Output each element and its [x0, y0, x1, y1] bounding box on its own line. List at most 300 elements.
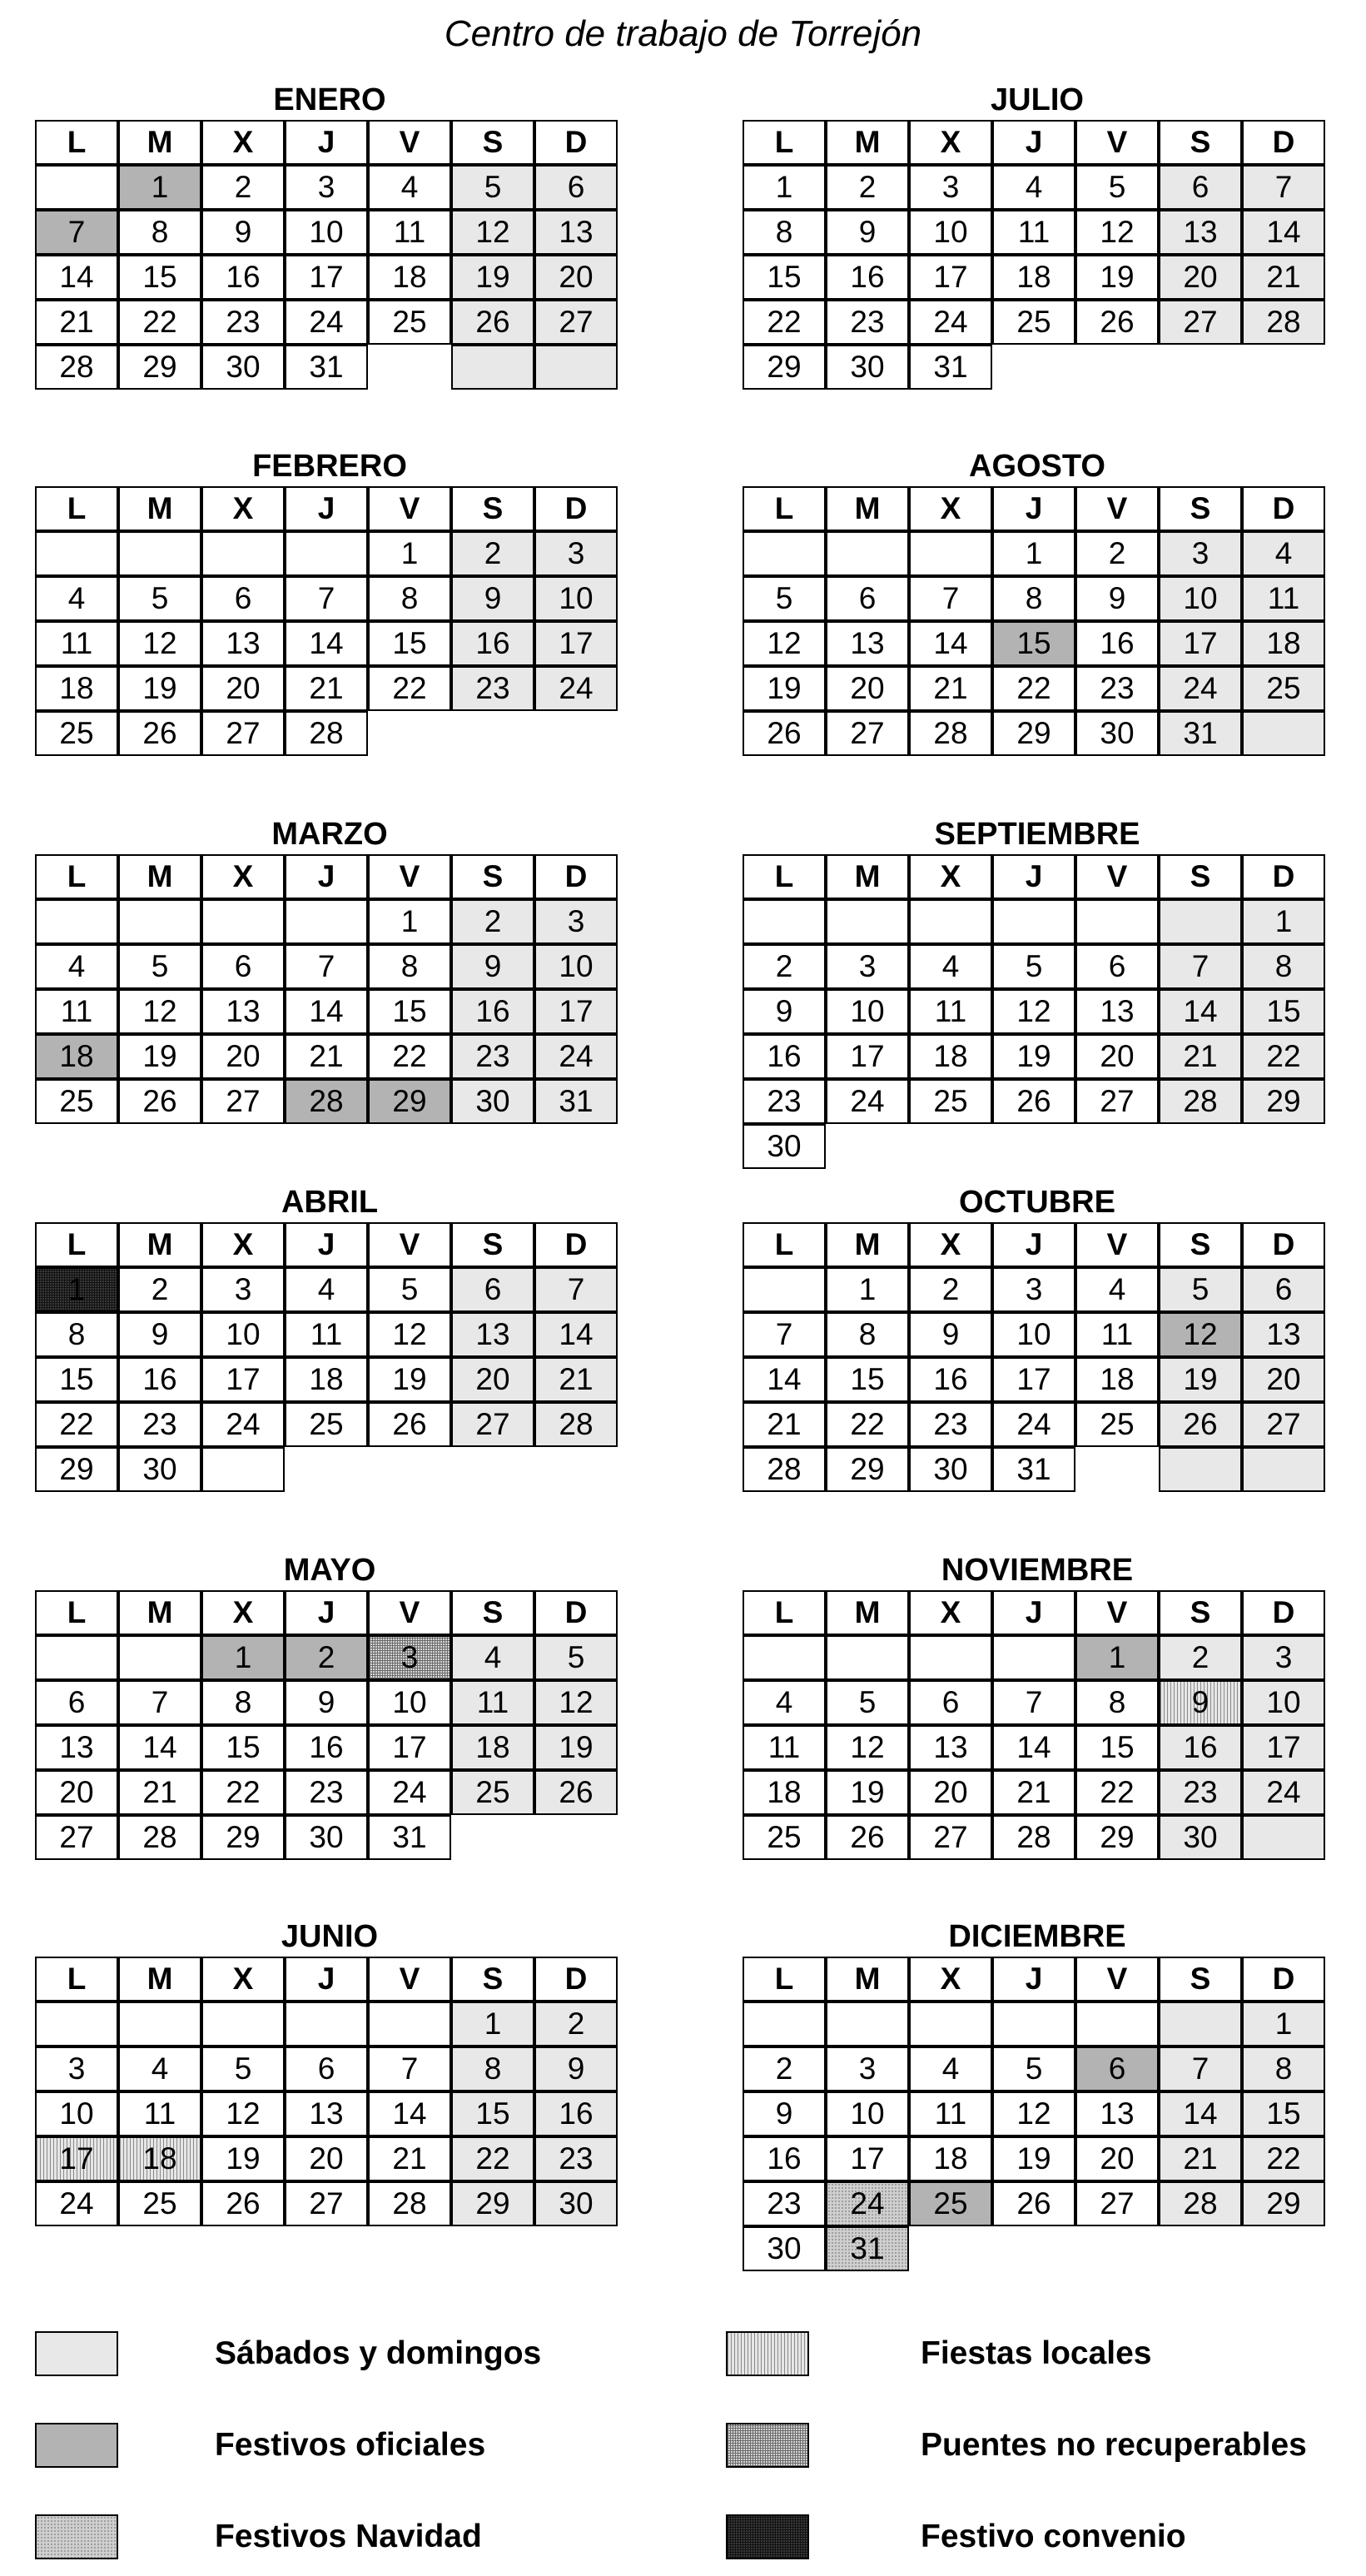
empty-cell: [992, 2002, 1075, 2046]
day-cell: 1: [35, 1267, 118, 1312]
day-cell: 24: [534, 1034, 618, 1079]
day-cell: 3: [1159, 531, 1242, 576]
day-cell: 14: [1159, 989, 1242, 1034]
day-cell: 21: [285, 1034, 368, 1079]
day-cell: 3: [909, 165, 992, 210]
day-cell: 21: [909, 666, 992, 711]
empty-cell: [201, 2002, 285, 2046]
day-cell: 23: [743, 1079, 826, 1124]
day-cell: 3: [534, 531, 618, 576]
day-cell: 17: [909, 255, 992, 300]
month-grid: [743, 854, 1332, 1169]
day-cell: 29: [992, 711, 1075, 756]
month-diciembre: [743, 1920, 1332, 2271]
weekday-header: X: [201, 1590, 285, 1635]
day-cell: 13: [1242, 1312, 1325, 1357]
day-cell: 27: [909, 1815, 992, 1860]
weekday-header: J: [285, 1957, 368, 2002]
day-cell: 15: [368, 989, 451, 1034]
weekday-header: V: [1075, 1222, 1159, 1267]
weekday-header: S: [1159, 1222, 1242, 1267]
day-cell: 6: [201, 944, 285, 989]
day-cell: 20: [1159, 255, 1242, 300]
weekday-header: D: [534, 1222, 618, 1267]
day-cell: 5: [1159, 1267, 1242, 1312]
day-cell: 22: [451, 2136, 534, 2181]
day-cell: 29: [451, 2181, 534, 2226]
legend-swatch-convenio: [726, 2514, 809, 2559]
empty-cell: [909, 2002, 992, 2046]
day-cell: 10: [368, 1680, 451, 1725]
empty-cell: [1075, 2002, 1159, 2046]
day-cell: 28: [368, 2181, 451, 2226]
day-cell: 1: [1242, 2002, 1325, 2046]
weekday-header: J: [285, 120, 368, 165]
legend-swatch-navidad: [35, 2514, 118, 2559]
day-cell: 15: [992, 621, 1075, 666]
day-cell: 6: [201, 576, 285, 621]
legend-label-navidad: Festivos Navidad: [215, 2519, 482, 2554]
day-cell: 5: [992, 2046, 1075, 2091]
legend-swatch-oficial: [35, 2423, 118, 2468]
day-cell: 17: [992, 1357, 1075, 1402]
day-cell: 18: [909, 2136, 992, 2181]
day-cell: 25: [1075, 1402, 1159, 1447]
day-cell: 15: [201, 1725, 285, 1770]
weekday-header: V: [368, 120, 451, 165]
day-cell: 26: [826, 1815, 909, 1860]
day-cell: 27: [451, 1402, 534, 1447]
weekday-header: J: [992, 1222, 1075, 1267]
day-cell: 23: [451, 1034, 534, 1079]
day-cell: 13: [1075, 2091, 1159, 2136]
day-cell: 13: [909, 1725, 992, 1770]
empty-cell: [534, 345, 618, 390]
weekday-header: X: [909, 486, 992, 531]
day-cell: 4: [118, 2046, 201, 2091]
day-cell: 13: [1075, 989, 1159, 1034]
day-cell: 24: [1159, 666, 1242, 711]
day-cell: 4: [909, 944, 992, 989]
day-cell: 15: [368, 621, 451, 666]
weekday-header: D: [534, 854, 618, 899]
day-cell: 14: [285, 621, 368, 666]
day-cell: 20: [1075, 2136, 1159, 2181]
day-cell: 21: [368, 2136, 451, 2181]
day-cell: 6: [826, 576, 909, 621]
day-cell: 3: [201, 1267, 285, 1312]
weekday-header: J: [992, 486, 1075, 531]
day-cell: 6: [1075, 944, 1159, 989]
empty-cell: [743, 531, 826, 576]
page-title: Centro de trabajo de Torrejón: [444, 13, 922, 54]
weekday-header: L: [743, 120, 826, 165]
day-cell: 30: [743, 1124, 826, 1169]
day-cell: 28: [743, 1447, 826, 1492]
day-cell: 28: [285, 711, 368, 756]
day-cell: 16: [1159, 1725, 1242, 1770]
day-cell: 28: [118, 1815, 201, 1860]
empty-cell: [285, 531, 368, 576]
empty-cell: [35, 2002, 118, 2046]
day-cell: 15: [35, 1357, 118, 1402]
day-cell: 18: [368, 255, 451, 300]
weekday-header: J: [992, 1957, 1075, 2002]
day-cell: 25: [35, 1079, 118, 1124]
day-cell: 20: [1242, 1357, 1325, 1402]
day-cell: 10: [826, 989, 909, 1034]
day-cell: 23: [534, 2136, 618, 2181]
day-cell: 7: [285, 576, 368, 621]
day-cell: 24: [35, 2181, 118, 2226]
weekday-header: L: [35, 1957, 118, 2002]
day-cell: 11: [35, 989, 118, 1034]
day-cell: 20: [534, 255, 618, 300]
weekday-header: L: [35, 854, 118, 899]
day-cell: 26: [118, 1079, 201, 1124]
day-cell: 5: [368, 1267, 451, 1312]
day-cell: 19: [118, 666, 201, 711]
empty-cell: [1075, 899, 1159, 944]
day-cell: 6: [451, 1267, 534, 1312]
day-cell: 17: [285, 255, 368, 300]
weekday-header: X: [909, 1957, 992, 2002]
day-cell: 11: [992, 210, 1075, 255]
empty-cell: [285, 899, 368, 944]
day-cell: 8: [992, 576, 1075, 621]
day-cell: 17: [534, 989, 618, 1034]
empty-cell: [826, 899, 909, 944]
day-cell: 6: [1242, 1267, 1325, 1312]
day-cell: 26: [992, 2181, 1075, 2226]
month-octubre: [743, 1186, 1332, 1492]
month-title: SEPTIEMBRE: [934, 817, 1140, 852]
empty-cell: [118, 2002, 201, 2046]
day-cell: 1: [368, 531, 451, 576]
day-cell: 23: [118, 1402, 201, 1447]
weekday-header: L: [743, 1957, 826, 2002]
month-grid: [35, 486, 624, 756]
day-cell: 6: [1075, 2046, 1159, 2091]
day-cell: 14: [118, 1725, 201, 1770]
day-cell: 7: [285, 944, 368, 989]
day-cell: 21: [1159, 2136, 1242, 2181]
day-cell: 31: [1159, 711, 1242, 756]
day-cell: 22: [1242, 2136, 1325, 2181]
day-cell: 25: [35, 711, 118, 756]
day-cell: 26: [1075, 300, 1159, 345]
day-cell: 25: [368, 300, 451, 345]
day-cell: 12: [826, 1725, 909, 1770]
day-cell: 23: [451, 666, 534, 711]
empty-cell: [743, 2002, 826, 2046]
day-cell: 4: [368, 165, 451, 210]
day-cell: 12: [534, 1680, 618, 1725]
day-cell: 1: [201, 1635, 285, 1680]
weekday-header: M: [118, 1222, 201, 1267]
day-cell: 20: [1075, 1034, 1159, 1079]
day-cell: 14: [368, 2091, 451, 2136]
day-cell: 5: [118, 944, 201, 989]
weekday-header: M: [826, 120, 909, 165]
day-cell: 3: [285, 165, 368, 210]
month-title: ENERO: [273, 82, 386, 117]
month-title: NOVIEMBRE: [941, 1553, 1134, 1588]
day-cell: 5: [118, 576, 201, 621]
weekday-header: M: [826, 1222, 909, 1267]
month-noviembre: [743, 1554, 1332, 1860]
day-cell: 28: [1159, 2181, 1242, 2226]
day-cell: 13: [201, 989, 285, 1034]
weekday-header: V: [368, 1222, 451, 1267]
empty-cell: [451, 345, 534, 390]
day-cell: 18: [1242, 621, 1325, 666]
day-cell: 1: [451, 2002, 534, 2046]
day-cell: 14: [534, 1312, 618, 1357]
empty-cell: [992, 899, 1075, 944]
month-agosto: [743, 450, 1332, 756]
month-grid: [35, 1590, 624, 1860]
day-cell: 17: [201, 1357, 285, 1402]
day-cell: 24: [826, 2181, 909, 2226]
day-cell: 10: [909, 210, 992, 255]
month-grid: [35, 1222, 624, 1492]
day-cell: 15: [451, 2091, 534, 2136]
day-cell: 9: [826, 210, 909, 255]
weekday-header: J: [992, 854, 1075, 899]
weekday-header: V: [1075, 1957, 1159, 2002]
weekday-header: M: [118, 1957, 201, 2002]
weekday-header: M: [826, 854, 909, 899]
month-title: MAYO: [283, 1553, 376, 1588]
day-cell: 18: [743, 1770, 826, 1815]
weekday-header: S: [1159, 854, 1242, 899]
day-cell: 26: [201, 2181, 285, 2226]
empty-cell: [743, 899, 826, 944]
day-cell: 18: [35, 666, 118, 711]
day-cell: 11: [118, 2091, 201, 2136]
day-cell: 1: [992, 531, 1075, 576]
day-cell: 22: [368, 1034, 451, 1079]
day-cell: 27: [35, 1815, 118, 1860]
weekday-header: V: [368, 486, 451, 531]
day-cell: 27: [1075, 1079, 1159, 1124]
empty-cell: [285, 2002, 368, 2046]
day-cell: 9: [534, 2046, 618, 2091]
weekday-header: L: [743, 854, 826, 899]
weekday-header: L: [35, 486, 118, 531]
day-cell: 14: [1242, 210, 1325, 255]
month-enero: [35, 83, 624, 390]
day-cell: 1: [118, 165, 201, 210]
month-mayo: [35, 1554, 624, 1860]
weekday-header: X: [909, 1222, 992, 1267]
weekday-header: L: [35, 120, 118, 165]
day-cell: 29: [826, 1447, 909, 1492]
day-cell: 24: [285, 300, 368, 345]
day-cell: 10: [201, 1312, 285, 1357]
day-cell: 29: [368, 1079, 451, 1124]
day-cell: 30: [534, 2181, 618, 2226]
day-cell: 15: [1242, 2091, 1325, 2136]
weekday-header: S: [1159, 1957, 1242, 2002]
day-cell: 11: [743, 1725, 826, 1770]
day-cell: 12: [368, 1312, 451, 1357]
day-cell: 5: [534, 1635, 618, 1680]
day-cell: 15: [826, 1357, 909, 1402]
day-cell: 9: [743, 2091, 826, 2136]
day-cell: 12: [118, 989, 201, 1034]
day-cell: 16: [118, 1357, 201, 1402]
day-cell: 2: [285, 1635, 368, 1680]
day-cell: 16: [285, 1725, 368, 1770]
empty-cell: [201, 899, 285, 944]
day-cell: 3: [992, 1267, 1075, 1312]
weekday-header: S: [451, 120, 534, 165]
day-cell: 12: [992, 2091, 1075, 2136]
weekday-header: L: [743, 486, 826, 531]
day-cell: 25: [992, 300, 1075, 345]
day-cell: 7: [1159, 2046, 1242, 2091]
day-cell: 8: [35, 1312, 118, 1357]
weekday-header: L: [743, 1222, 826, 1267]
month-septiembre: [743, 818, 1332, 1169]
day-cell: 26: [992, 1079, 1075, 1124]
day-cell: 23: [1075, 666, 1159, 711]
month-grid: [743, 1957, 1332, 2271]
day-cell: 10: [1159, 576, 1242, 621]
day-cell: 30: [1159, 1815, 1242, 1860]
day-cell: 16: [743, 2136, 826, 2181]
day-cell: 4: [451, 1635, 534, 1680]
month-grid: [743, 486, 1332, 756]
weekday-header: V: [368, 854, 451, 899]
day-cell: 7: [534, 1267, 618, 1312]
day-cell: 7: [35, 210, 118, 255]
day-cell: 21: [992, 1770, 1075, 1815]
empty-cell: [909, 531, 992, 576]
day-cell: 20: [201, 1034, 285, 1079]
day-cell: 16: [826, 255, 909, 300]
weekday-header: S: [451, 854, 534, 899]
day-cell: 11: [368, 210, 451, 255]
empty-cell: [743, 1267, 826, 1312]
weekday-header: M: [118, 854, 201, 899]
day-cell: 2: [534, 2002, 618, 2046]
day-cell: 30: [118, 1447, 201, 1492]
day-cell: 18: [118, 2136, 201, 2181]
empty-cell: [743, 1635, 826, 1680]
day-cell: 3: [35, 2046, 118, 2091]
day-cell: 2: [826, 165, 909, 210]
day-cell: 14: [909, 621, 992, 666]
day-cell: 9: [743, 989, 826, 1034]
day-cell: 19: [992, 2136, 1075, 2181]
day-cell: 1: [368, 899, 451, 944]
day-cell: 4: [35, 576, 118, 621]
day-cell: 3: [368, 1635, 451, 1680]
day-cell: 16: [201, 255, 285, 300]
empty-cell: [201, 531, 285, 576]
day-cell: 19: [368, 1357, 451, 1402]
empty-cell: [826, 2002, 909, 2046]
day-cell: 5: [1075, 165, 1159, 210]
day-cell: 5: [451, 165, 534, 210]
weekday-header: X: [201, 486, 285, 531]
day-cell: 24: [368, 1770, 451, 1815]
day-cell: 8: [201, 1680, 285, 1725]
day-cell: 13: [201, 621, 285, 666]
day-cell: 21: [1159, 1034, 1242, 1079]
day-cell: 23: [1159, 1770, 1242, 1815]
day-cell: 22: [1075, 1770, 1159, 1815]
day-cell: 24: [826, 1079, 909, 1124]
day-cell: 8: [826, 1312, 909, 1357]
empty-cell: [909, 899, 992, 944]
day-cell: 2: [451, 531, 534, 576]
day-cell: 12: [451, 210, 534, 255]
day-cell: 11: [909, 2091, 992, 2136]
day-cell: 12: [992, 989, 1075, 1034]
day-cell: 19: [451, 255, 534, 300]
empty-cell: [826, 531, 909, 576]
day-cell: 16: [451, 989, 534, 1034]
day-cell: 23: [743, 2181, 826, 2226]
day-cell: 22: [201, 1770, 285, 1815]
month-abril: [35, 1186, 624, 1492]
day-cell: 4: [35, 944, 118, 989]
day-cell: 5: [826, 1680, 909, 1725]
day-cell: 11: [909, 989, 992, 1034]
month-title: MARZO: [271, 817, 388, 852]
day-cell: 18: [451, 1725, 534, 1770]
weekday-header: M: [826, 1590, 909, 1635]
day-cell: 12: [1159, 1312, 1242, 1357]
day-cell: 11: [1242, 576, 1325, 621]
day-cell: 28: [992, 1815, 1075, 1860]
month-title: JUNIO: [281, 1919, 379, 1954]
day-cell: 21: [743, 1402, 826, 1447]
day-cell: 27: [1159, 300, 1242, 345]
day-cell: 14: [285, 989, 368, 1034]
day-cell: 30: [743, 2226, 826, 2271]
legend-swatch-local: [726, 2331, 809, 2376]
weekday-header: D: [1242, 1590, 1325, 1635]
day-cell: 21: [534, 1357, 618, 1402]
day-cell: 21: [118, 1770, 201, 1815]
day-cell: 8: [368, 944, 451, 989]
month-grid: [35, 1957, 624, 2226]
day-cell: 24: [992, 1402, 1075, 1447]
day-cell: 26: [743, 711, 826, 756]
day-cell: 20: [285, 2136, 368, 2181]
weekday-header: D: [1242, 1222, 1325, 1267]
empty-cell: [118, 899, 201, 944]
day-cell: 14: [1159, 2091, 1242, 2136]
day-cell: 4: [992, 165, 1075, 210]
day-cell: 2: [201, 165, 285, 210]
day-cell: 20: [826, 666, 909, 711]
day-cell: 31: [285, 345, 368, 390]
weekday-header: V: [1075, 120, 1159, 165]
day-cell: 26: [118, 711, 201, 756]
day-cell: 31: [826, 2226, 909, 2271]
day-cell: 1: [1075, 1635, 1159, 1680]
day-cell: 28: [1159, 1079, 1242, 1124]
day-cell: 27: [285, 2181, 368, 2226]
weekday-header: X: [201, 1222, 285, 1267]
day-cell: 26: [1159, 1402, 1242, 1447]
